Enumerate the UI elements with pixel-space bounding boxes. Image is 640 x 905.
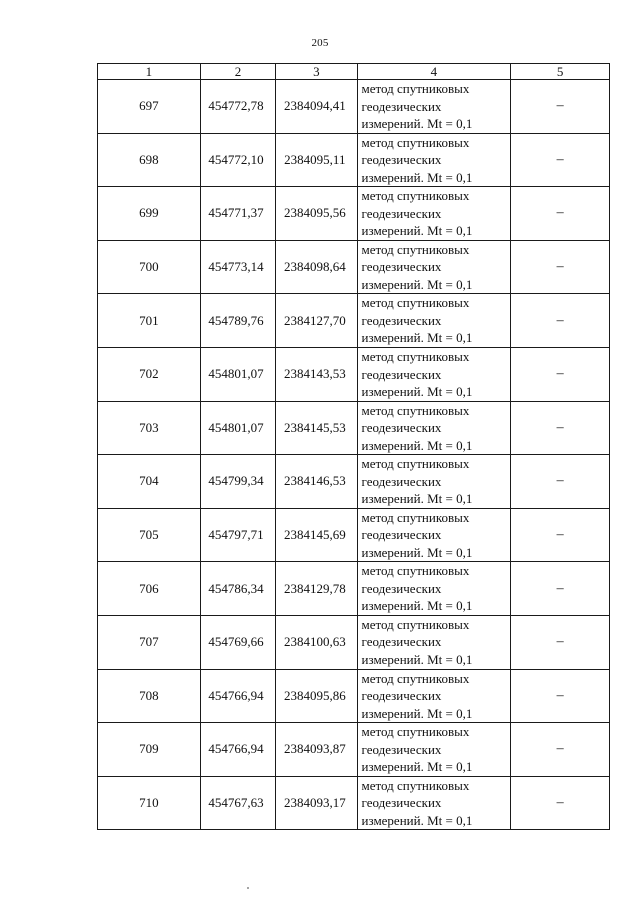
x-coordinate-cell: 454767,63 [200, 776, 275, 830]
method-description-cell [357, 187, 511, 241]
table-row [98, 133, 610, 187]
column-header-5: 5 [511, 64, 610, 80]
table-row [98, 562, 610, 616]
y-coordinate-cell: 2384093,87 [276, 723, 357, 777]
method-text-line: измерений. Mt = 0,1 [361, 705, 473, 721]
method-description-cell [357, 455, 511, 509]
y-coordinate-cell: 2384146,53 [276, 455, 357, 509]
x-coordinate-cell: 454786,34 [200, 562, 275, 616]
note-cell: – [511, 776, 610, 830]
y-coordinate-cell: 2384098,64 [276, 240, 357, 294]
method-description-cell [357, 294, 511, 348]
table-body [98, 80, 610, 830]
method-text-line: геодезических [361, 98, 442, 114]
note-cell: – [511, 455, 610, 509]
x-coordinate-cell: 454801,07 [200, 347, 275, 401]
point-number-cell: 701 [98, 294, 201, 348]
method-text-line: метод спутниковых [361, 563, 470, 579]
note-cell: – [511, 562, 610, 616]
note-cell: – [511, 347, 610, 401]
method-description-cell [357, 401, 511, 455]
method-text-line: геодезических [361, 366, 442, 382]
x-coordinate-cell: 454773,14 [200, 240, 275, 294]
table-row [98, 80, 610, 134]
x-coordinate-cell: 454772,78 [200, 80, 275, 134]
method-text-line: геодезических [361, 205, 442, 221]
method-text-line: измерений. Mt = 0,1 [361, 276, 473, 292]
table-row [98, 776, 610, 830]
x-coordinate-cell: 454766,94 [200, 723, 275, 777]
method-text-line: метод спутниковых [361, 188, 470, 204]
method-description-cell [357, 776, 511, 830]
method-description-cell [357, 80, 511, 134]
note-cell: – [511, 723, 610, 777]
note-cell: – [511, 508, 610, 562]
note-cell: – [511, 294, 610, 348]
table-row [98, 347, 610, 401]
method-text-line: геодезических [361, 688, 442, 704]
point-number-cell: 698 [98, 133, 201, 187]
method-description-cell [357, 133, 511, 187]
point-number-cell: 704 [98, 455, 201, 509]
scan-artifact [247, 887, 249, 889]
method-text-line: измерений. Mt = 0,1 [361, 759, 473, 775]
method-text-line: метод спутниковых [361, 509, 470, 525]
x-coordinate-cell: 454797,71 [200, 508, 275, 562]
x-coordinate-cell: 454769,66 [200, 615, 275, 669]
method-text-line: геодезических [361, 795, 442, 811]
point-number-cell: 710 [98, 776, 201, 830]
y-coordinate-cell: 2384095,56 [276, 187, 357, 241]
method-description-cell [357, 723, 511, 777]
note-cell: – [511, 133, 610, 187]
point-number-cell: 703 [98, 401, 201, 455]
method-description-cell [357, 347, 511, 401]
x-coordinate-cell: 454789,76 [200, 294, 275, 348]
y-coordinate-cell: 2384129,78 [276, 562, 357, 616]
point-number-cell: 697 [98, 80, 201, 134]
table-row [98, 455, 610, 509]
y-coordinate-cell: 2384143,53 [276, 347, 357, 401]
table-row [98, 508, 610, 562]
method-text-line: измерений. Mt = 0,1 [361, 598, 473, 614]
method-description-cell [357, 615, 511, 669]
point-number-cell: 700 [98, 240, 201, 294]
method-text-line: метод спутниковых [361, 295, 470, 311]
method-description-cell [357, 240, 511, 294]
x-coordinate-cell: 454766,94 [200, 669, 275, 723]
method-text-line: геодезических [361, 473, 442, 489]
table-row [98, 615, 610, 669]
note-cell: – [511, 240, 610, 294]
note-cell: – [511, 615, 610, 669]
method-text-line: геодезических [361, 312, 442, 328]
table-row [98, 669, 610, 723]
method-text-line: измерений. Mt = 0,1 [361, 223, 473, 239]
point-number-cell: 705 [98, 508, 201, 562]
column-header-4: 4 [357, 64, 511, 80]
method-text-line: метод спутниковых [361, 241, 470, 257]
method-text-line: геодезических [361, 420, 442, 436]
method-text-line: геодезических [361, 634, 442, 650]
point-number-cell: 709 [98, 723, 201, 777]
method-text-line: метод спутниковых [361, 81, 470, 97]
y-coordinate-cell: 2384094,41 [276, 80, 357, 134]
x-coordinate-cell: 454801,07 [200, 401, 275, 455]
column-header-2: 2 [200, 64, 275, 80]
note-cell: – [511, 401, 610, 455]
x-coordinate-cell: 454772,10 [200, 133, 275, 187]
method-text-line: геодезических [361, 152, 442, 168]
method-text-line: метод спутниковых [361, 402, 470, 418]
table-row [98, 240, 610, 294]
x-coordinate-cell: 454771,37 [200, 187, 275, 241]
point-number-cell: 702 [98, 347, 201, 401]
y-coordinate-cell: 2384127,70 [276, 294, 357, 348]
y-coordinate-cell: 2384145,69 [276, 508, 357, 562]
method-text-line: метод спутниковых [361, 134, 470, 150]
method-text-line: метод спутниковых [361, 724, 470, 740]
table-row [98, 401, 610, 455]
table-row [98, 187, 610, 241]
method-text-line: измерений. Mt = 0,1 [361, 437, 473, 453]
table-row [98, 723, 610, 777]
point-number-cell: 699 [98, 187, 201, 241]
method-text-line: геодезических [361, 741, 442, 757]
method-text-line: геодезических [361, 580, 442, 596]
note-cell: – [511, 187, 610, 241]
point-number-cell: 706 [98, 562, 201, 616]
x-coordinate-cell: 454799,34 [200, 455, 275, 509]
y-coordinate-cell: 2384145,53 [276, 401, 357, 455]
method-text-line: измерений. Mt = 0,1 [361, 384, 473, 400]
method-text-line: геодезических [361, 527, 442, 543]
method-text-line: метод спутниковых [361, 456, 470, 472]
method-text-line: измерений. Mt = 0,1 [361, 330, 473, 346]
method-text-line: метод спутниковых [361, 616, 470, 632]
y-coordinate-cell: 2384100,63 [276, 615, 357, 669]
column-header-1: 1 [98, 64, 201, 80]
method-text-line: измерений. Mt = 0,1 [361, 812, 473, 828]
page-number: 205 [311, 37, 329, 49]
method-text-line: измерений. Mt = 0,1 [361, 116, 473, 132]
point-number-cell: 707 [98, 615, 201, 669]
method-description-cell [357, 562, 511, 616]
note-cell: – [511, 80, 610, 134]
table-header-row [98, 64, 610, 80]
note-cell: – [511, 669, 610, 723]
method-text-line: метод спутниковых [361, 777, 470, 793]
method-description-cell [357, 669, 511, 723]
method-text-line: измерений. Mt = 0,1 [361, 544, 473, 560]
method-text-line: метод спутниковых [361, 349, 470, 365]
method-description-cell [357, 508, 511, 562]
method-text-line: измерений. Mt = 0,1 [361, 169, 473, 185]
method-text-line: геодезических [361, 259, 442, 275]
point-number-cell: 708 [98, 669, 201, 723]
method-text-line: измерений. Mt = 0,1 [361, 491, 473, 507]
table-row [98, 294, 610, 348]
y-coordinate-cell: 2384093,17 [276, 776, 357, 830]
y-coordinate-cell: 2384095,86 [276, 669, 357, 723]
method-text-line: метод спутниковых [361, 670, 470, 686]
method-text-line: измерений. Mt = 0,1 [361, 651, 473, 667]
y-coordinate-cell: 2384095,11 [276, 133, 357, 187]
column-header-3: 3 [276, 64, 357, 80]
coordinates-table [97, 63, 610, 830]
